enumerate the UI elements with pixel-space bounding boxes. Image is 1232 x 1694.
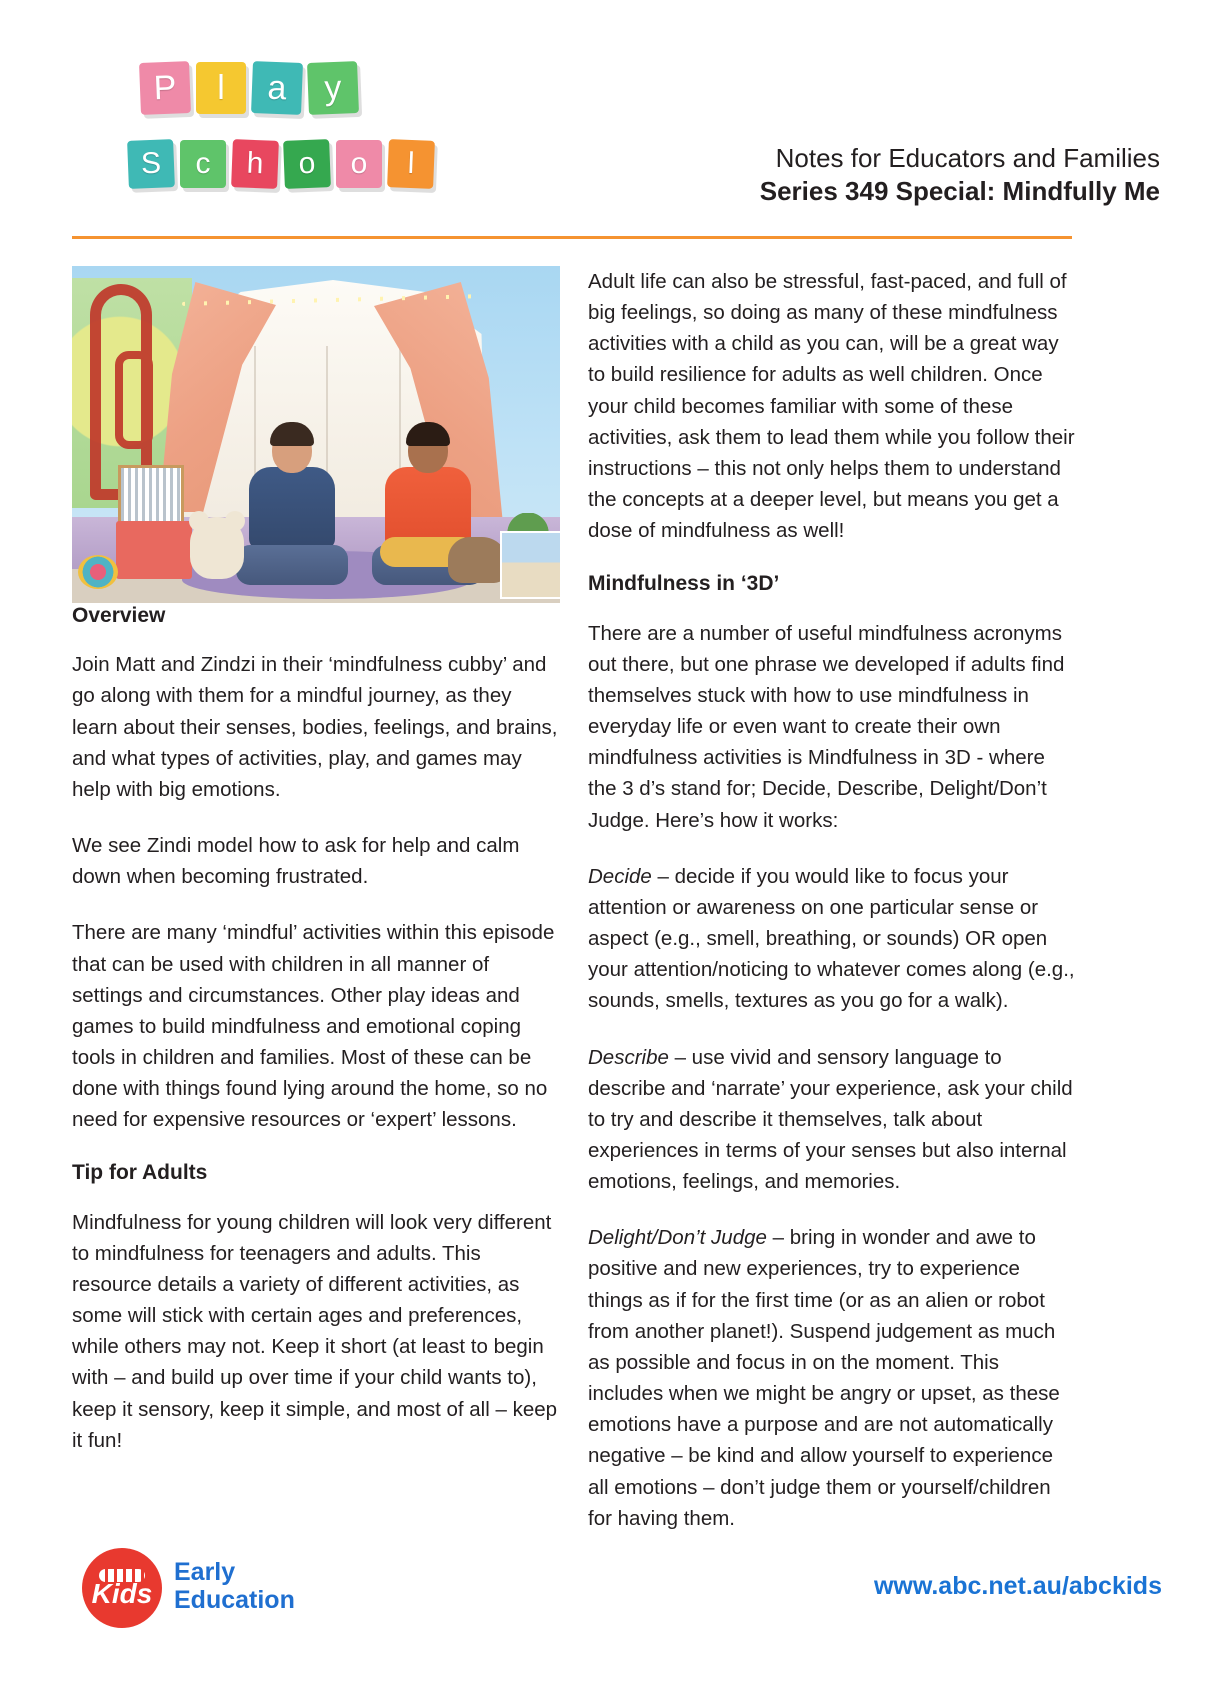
- photo-pompom: [78, 555, 118, 589]
- mindfulness-3d-heading: Mindfulness in ‘3D’: [588, 572, 780, 596]
- episode-photo: [72, 266, 560, 603]
- logo-block-a-2: a: [251, 61, 303, 115]
- decide-text: – decide if you would like to focus your attention or awareness on one particular sense or aspect (e.g., smell, breathing, or sounds) OR open your attention/noticing to whatever comes along (e.g., sounds, smells, textures as you go for a walk).: [588, 864, 1075, 1013]
- mindfulness-3d-paragraph: There are a number of useful mindfulness acronyms out there, but one phrase we developed if adults find themselves stuck with how to use mindfulness in everyday life or even want to create their own mindfulness activities is Mindfulness in 3D - where the 3 d’s stand for; Decide, Describe, Delight/Don’t Judge. Here’s how it works:: [588, 621, 1065, 832]
- logo-block-y-3: y: [307, 61, 359, 115]
- decide-term: Decide: [588, 864, 652, 888]
- photo-toy-dog: [448, 537, 508, 583]
- logo-block-p-0: P: [139, 61, 191, 115]
- document-footer: [0, 1524, 1232, 1694]
- logo-block-c-1: c: [180, 140, 226, 188]
- logo-row-play: [140, 62, 364, 114]
- abc-kids-early-education-logo: [82, 1546, 382, 1632]
- kids-wordmark: Kids: [91, 1577, 153, 1609]
- logo-block-o-3: o: [283, 139, 331, 189]
- early-line: Early: [174, 1558, 236, 1586]
- delight-text: – bring in wonder and awe to positive and new experiences, try to experience things as if for the first time (or as an alien or robot from another planet!). Suspend judgement as much as possible and focus in on the moment. This includes when we might be angry or upset, as these emotions have a purpose and are not automatically negative – be kind and allow yourself to experience all emotions – don’t judge them or yourself/children for having them.: [588, 1226, 1060, 1530]
- logo-block-s-0: S: [127, 139, 175, 189]
- tip-for-adults-paragraph: Mindfulness for young children will look very different to mindfulness for teenagers and adults. This resource details a variety of different activities, as some will stick with certain ages and preferences, while others may not. Keep it short (at least to begin with – and build up over time if your child wants to), keep it sensory, keep it simple, and most of all – keep it fun!: [72, 1210, 558, 1452]
- overview-heading: Overview: [72, 604, 166, 627]
- header-divider: [72, 236, 1072, 239]
- photo-canvas-painting: [500, 531, 560, 599]
- logo-block-l-1: l: [196, 62, 246, 114]
- logo-block-l-5: l: [387, 139, 435, 189]
- logo-block-o-4: o: [336, 140, 382, 188]
- photo-chimes: [118, 465, 184, 527]
- left-column: [72, 266, 560, 1456]
- intro-paragraph: Adult life can also be stressful, fast-paced, and full of big feelings, so doing as many of these mindfulness activities with a child as you can, will be a great way to build resilience for adults as well children. Once your child becomes familiar with some of these activities, ask them to lead them while you follow their instructions – this not only helps them to understand the concepts at a deeper level, but means you get a dose of mindfulness as well!: [588, 270, 1075, 543]
- logo-block-h-2: h: [231, 139, 279, 189]
- describe-text: – use vivid and sensory language to describe and ‘narrate’ your experience, ask your child to try and describe it themselves, talk about experiences in terms of your senses but also internal emotions, feelings, and memories.: [588, 1045, 1073, 1194]
- overview-paragraph-2: We see Zindi model how to ask for help and calm down when becoming frustrated.: [72, 834, 520, 889]
- delight-paragraph: [588, 1222, 1076, 1534]
- logo-row-school: [128, 140, 440, 188]
- education-line: Education: [174, 1586, 295, 1614]
- right-column: [588, 266, 1076, 1534]
- photo-book-box: [116, 521, 192, 579]
- notes-title: Notes for Educators and Families: [775, 143, 1160, 173]
- describe-paragraph: [588, 1042, 1076, 1198]
- document-header: [0, 0, 1232, 248]
- describe-term: Describe: [588, 1045, 669, 1069]
- photo-presenter-matt: [236, 427, 348, 585]
- overview-paragraph-1: Join Matt and Zindzi in their ‘mindfulness cubby’ and go along with them for a mindful journey, as they learn about their senses, bodies, feelings, and brains, and what types of activities, play, and games may help with big emotions.: [72, 653, 558, 801]
- overview-paragraph-3: There are many ‘mindful’ activities within this episode that can be used with children in all manner of settings and circumstances. Other play ideas and games to build mindfulness and emotional coping tools in children and families. Most of these can be done with things found lying around the home, so no need for expensive resources or ‘expert’ lessons.: [72, 921, 555, 1132]
- play-school-logo: [128, 62, 448, 222]
- decide-paragraph: [588, 861, 1076, 1017]
- series-title: Series 349 Special: Mindfully Me: [759, 176, 1160, 207]
- early-education-wordmark: [174, 1558, 295, 1614]
- header-title-block: [760, 142, 1160, 209]
- tip-for-adults-heading: Tip for Adults: [72, 1161, 208, 1185]
- abc-kids-badge: [82, 1548, 162, 1628]
- delight-term: Delight/Don’t Judge: [588, 1226, 767, 1250]
- photo-teddy-bear: [190, 517, 244, 579]
- website-url[interactable]: www.abc.net.au/abckids: [873, 1572, 1162, 1600]
